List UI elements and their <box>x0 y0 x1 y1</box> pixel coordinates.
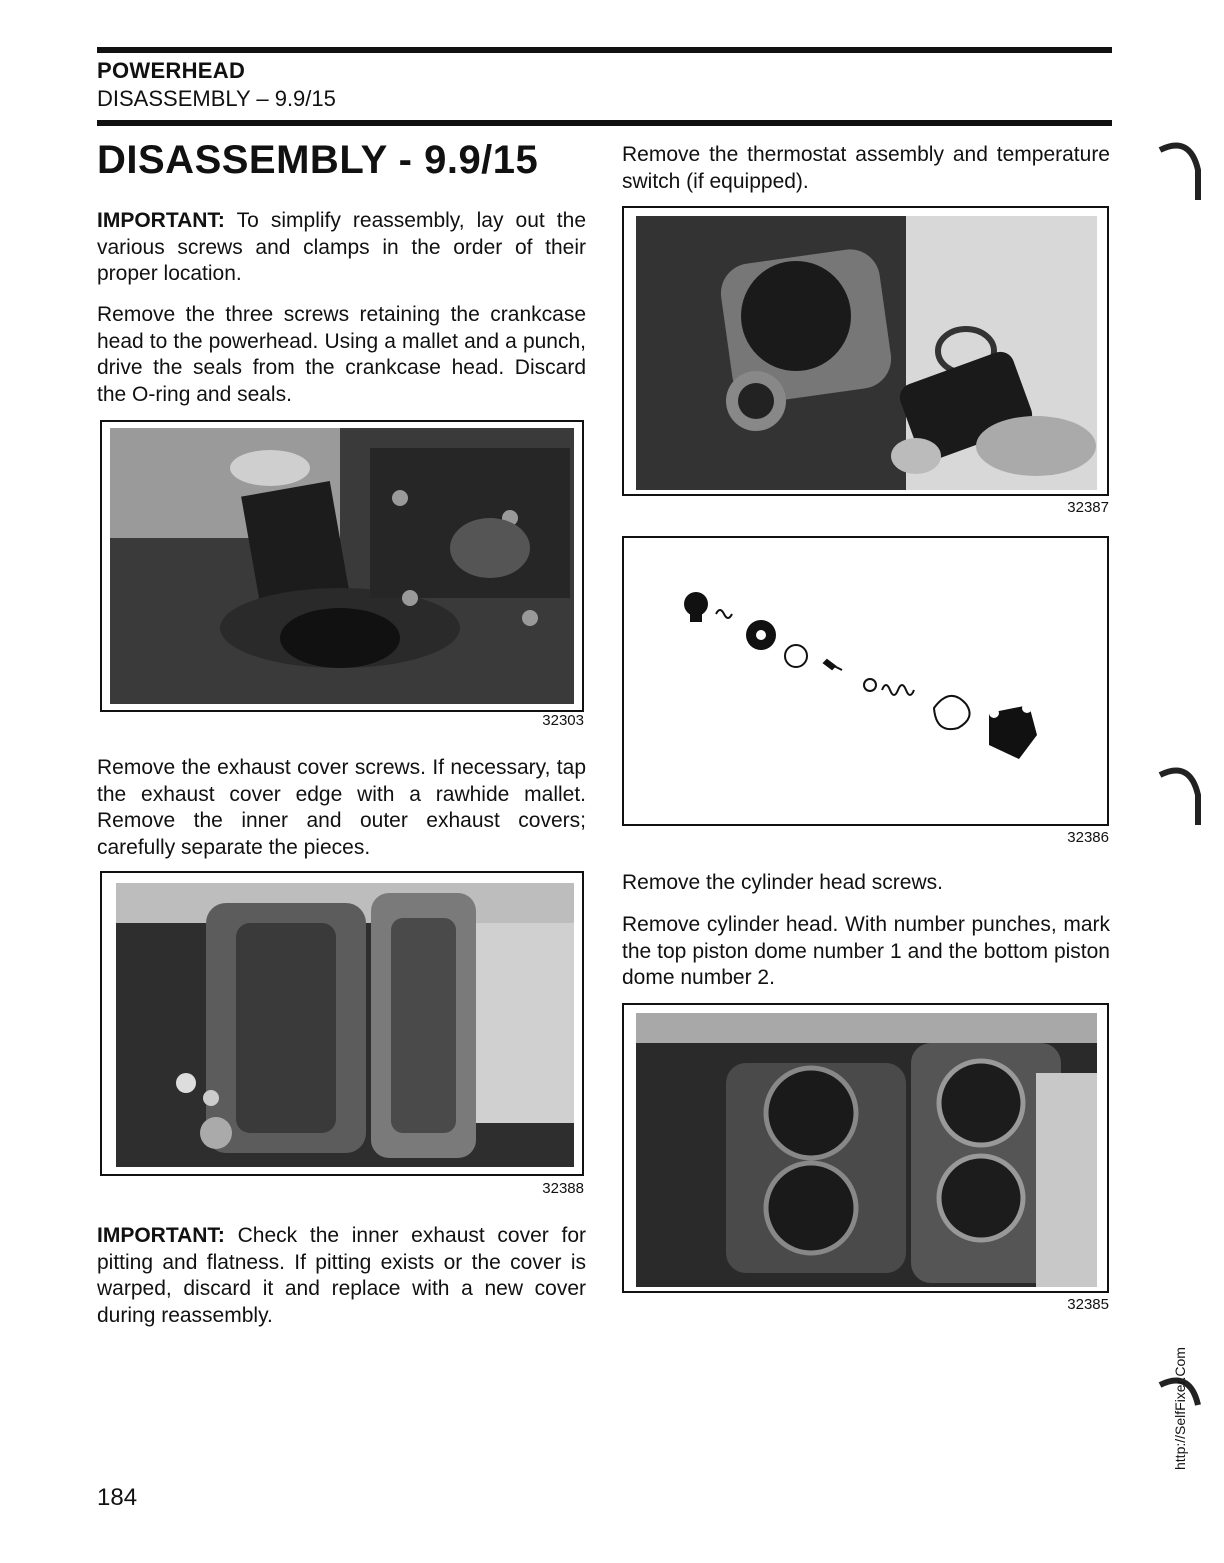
important-note-1 <box>97 208 586 288</box>
small-spring-part <box>716 610 732 618</box>
figure-number-1: 32303 <box>542 712 584 729</box>
figure-number-2: 32388 <box>542 1180 584 1197</box>
thermostat-spring-part <box>882 685 914 695</box>
figure-thermostat-parts <box>622 536 1109 826</box>
page-number: 184 <box>97 1484 138 1511</box>
important-label-2: IMPORTANT: <box>97 1224 225 1247</box>
exploded-parts-diagram <box>624 538 1107 824</box>
figure-number-4: 32386 <box>1067 829 1109 846</box>
paragraph-thermostat: Remove the thermostat assembly and temperature switch (if equipped). <box>622 143 1110 193</box>
paragraph-cylinder-head: Remove cylinder head. With number punches, mark the top piston dome number 1 and the bottom piston dome number 2. <box>622 913 1110 989</box>
photo-crankcase-head <box>110 428 574 704</box>
important-label: IMPORTANT: <box>97 209 225 232</box>
binding-hole-icon <box>1150 130 1224 210</box>
o-ring-small-part <box>785 645 807 667</box>
paragraph-exhaust: Remove the exhaust cover screws. If necessary, tap the exhaust cover edge with a rawhide mallet. Remove the inner and outer exhaust covers; carefully separate the pieces. <box>97 756 586 859</box>
photo-thermostat <box>636 216 1097 490</box>
important-note-2 <box>97 1223 586 1329</box>
header-rule-top <box>97 47 1112 53</box>
figure-thermostat <box>622 206 1109 496</box>
important-text-2: Check the inner exhaust cover for pitting and flatness. If pitting exists or the cover is warped, discard it and replace with a new cover during reassembly. <box>97 1224 586 1327</box>
small-ring-part <box>864 679 876 691</box>
paragraph-cylinder-screws: Remove the cylinder head screws. <box>622 871 943 894</box>
header-rule-bottom <box>97 120 1112 126</box>
photo-cylinder-head <box>636 1013 1097 1287</box>
important-text: To simplify reassembly, lay out the various screws and clamps in the order of their proper location. <box>97 209 586 285</box>
watermark-url: http://SelfFixer.Com <box>1172 1347 1188 1470</box>
figure-exhaust-covers <box>100 871 584 1176</box>
page-title: DISASSEMBLY - 9.9/15 <box>97 138 539 182</box>
header-subsection: DISASSEMBLY – 9.9/15 <box>97 86 336 111</box>
figure-cylinder-head <box>622 1003 1109 1293</box>
figure-crankcase-head <box>100 420 584 712</box>
header-section: POWERHEAD <box>97 58 246 83</box>
binding-hole-icon <box>1150 755 1224 835</box>
paragraph-crankcase: Remove the three screws retaining the crankcase head to the powerhead. Using a mallet and a punch, drive the seals from the crankcase head. Discard the O-ring and seals. <box>97 303 586 406</box>
gasket-part <box>934 696 970 729</box>
valve-part <box>824 660 842 670</box>
photo-exhaust-covers <box>116 883 574 1167</box>
figure-number-3: 32387 <box>1067 499 1109 516</box>
figure-number-5: 32385 <box>1067 1296 1109 1313</box>
